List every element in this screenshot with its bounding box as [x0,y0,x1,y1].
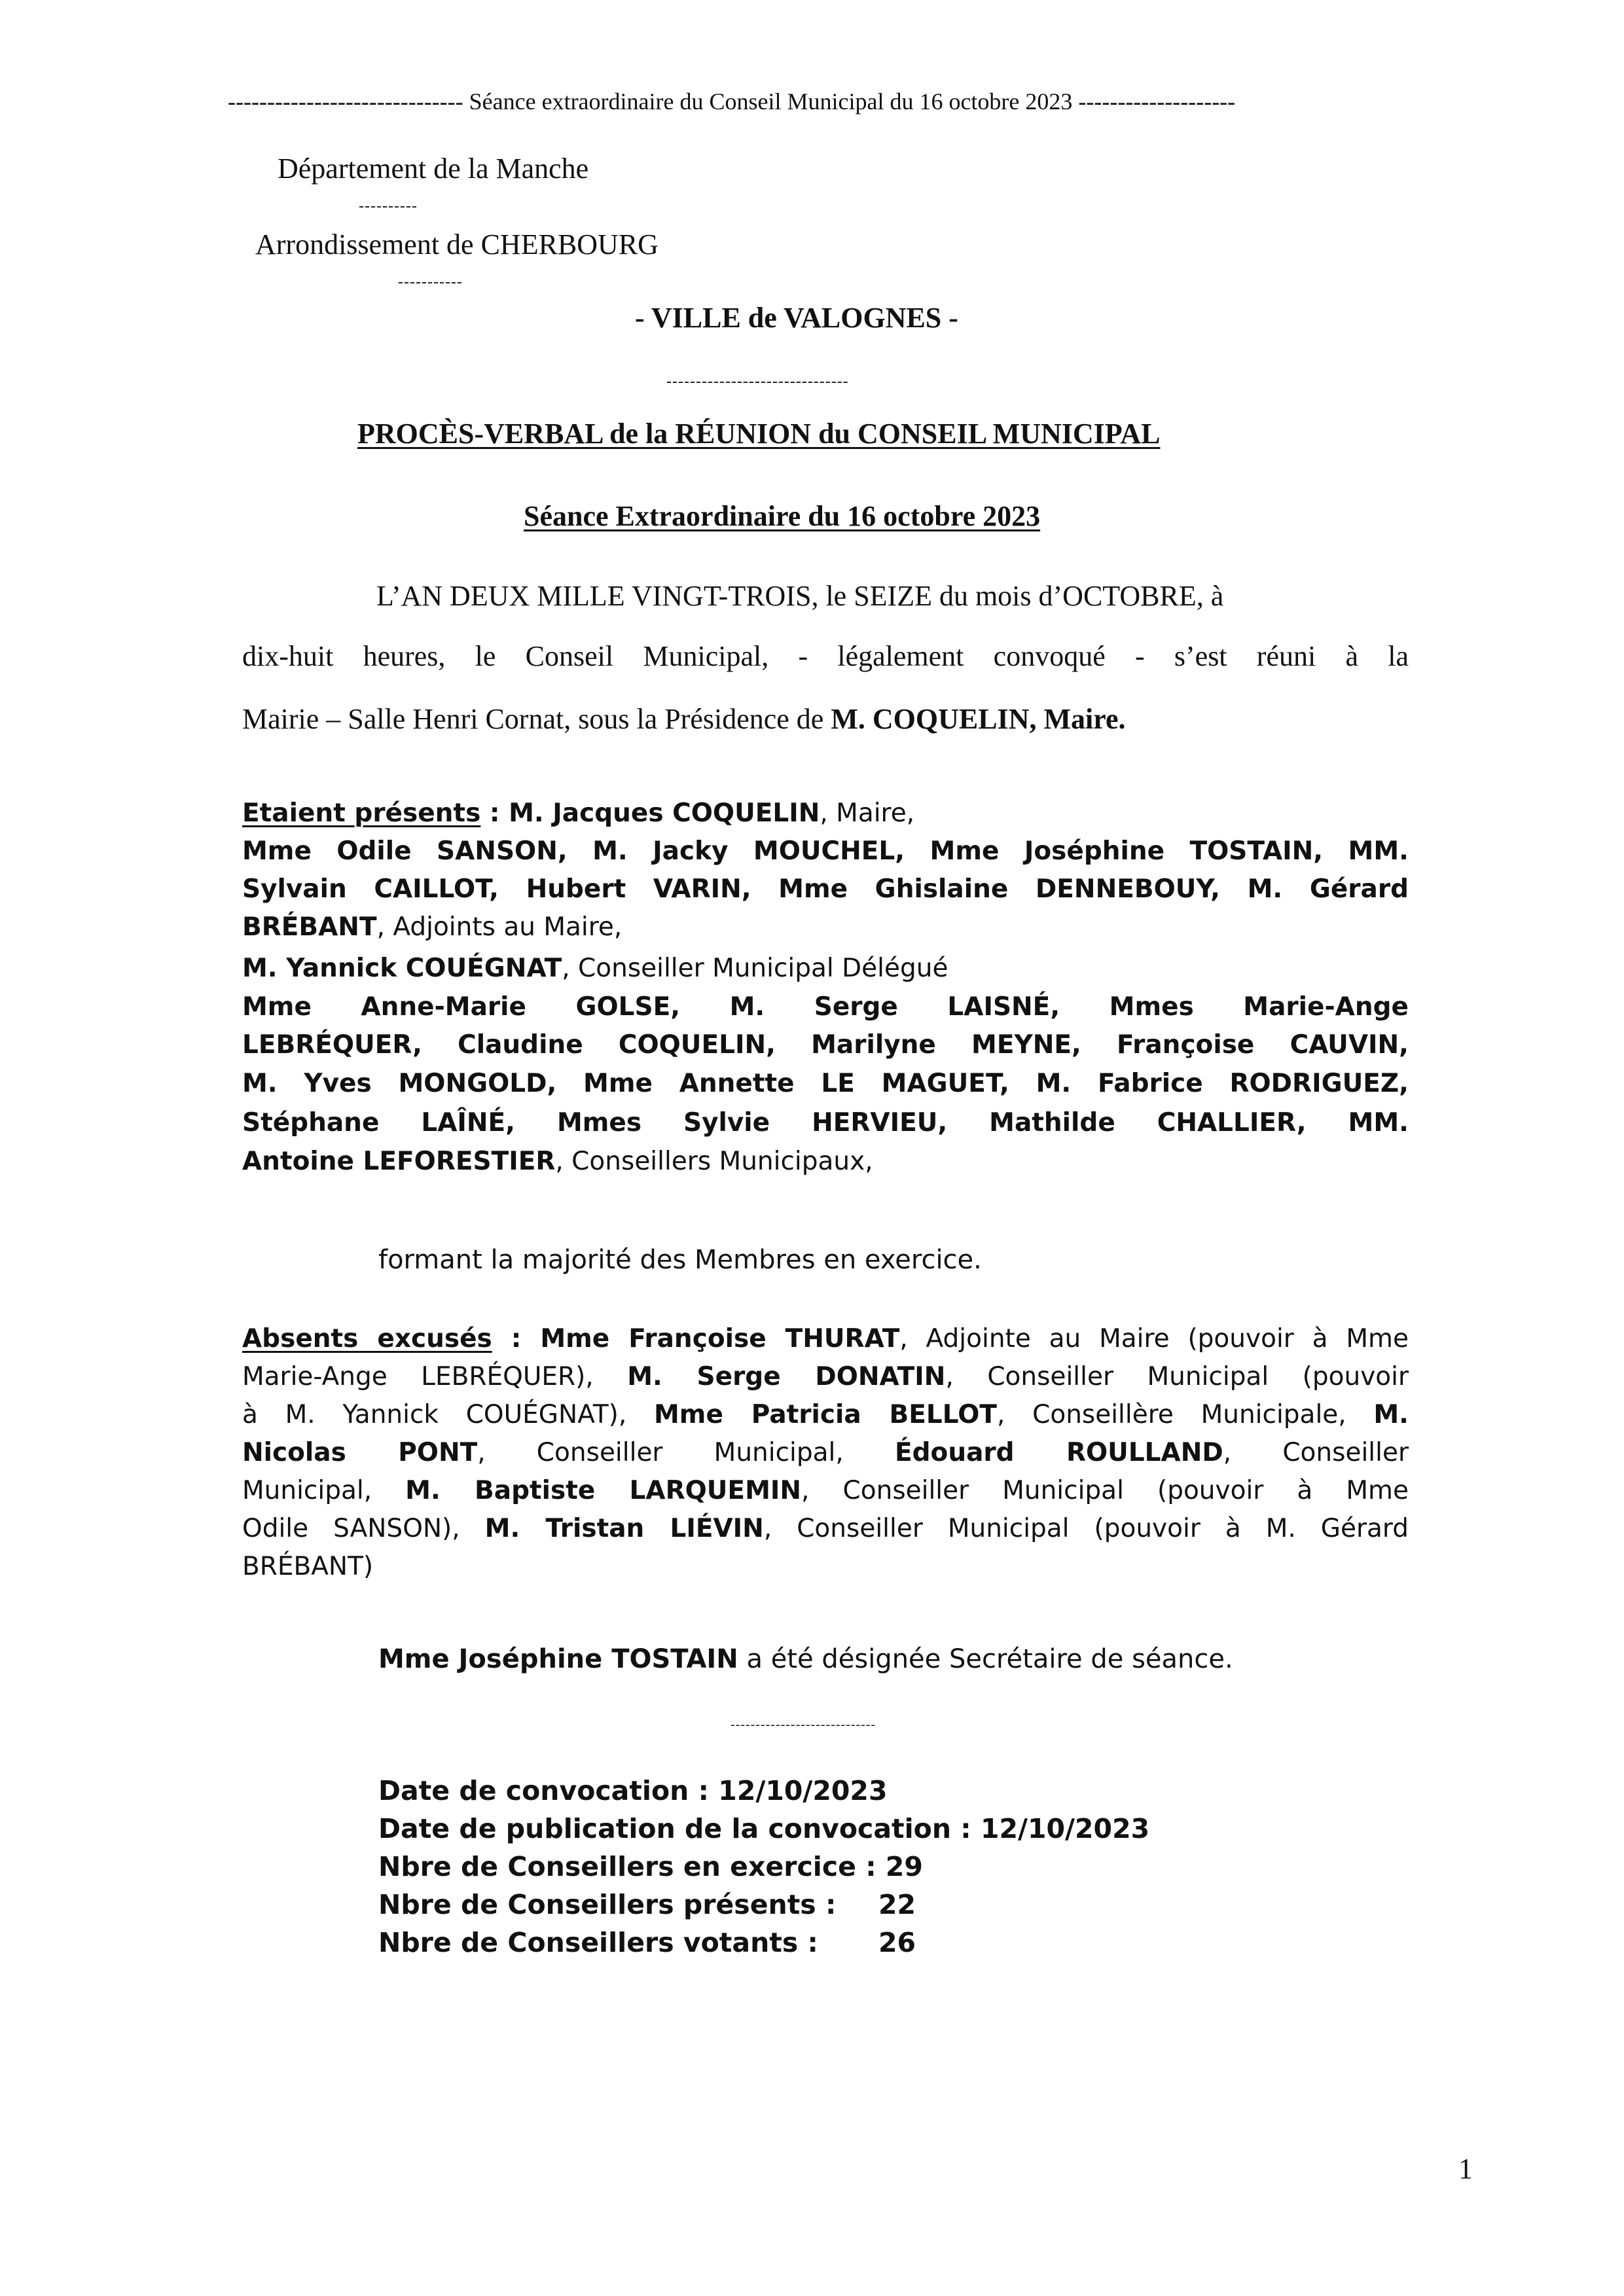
stat-publication [378,1813,1149,1844]
member-name: Mme Patricia BELLOT [654,1400,997,1429]
member-name: Antoine LEFORESTIER [242,1147,556,1176]
member-role: Municipal, [242,1476,406,1505]
present-colon: : [480,798,509,828]
arrondissement-name: Arrondissement de CHERBOURG [255,228,659,260]
session-title: Séance Extraordinaire du 16 octobre 2023 [524,500,1041,532]
member-name: Nicolas PONT [242,1438,478,1467]
stat-value: 29 [885,1851,923,1882]
proxy-text: BRÉBANT) [242,1552,374,1581]
member-name: Mme Françoise THURAT [540,1324,900,1354]
absent-colon: : [492,1324,541,1354]
present-line [242,954,1409,983]
stat-votants-label: Nbre de Conseillers votants : [378,1927,818,1958]
member-name: BRÉBANT [242,912,377,942]
member-name: M. Serge DONATIN [627,1362,946,1391]
member-name: M. [1373,1400,1409,1429]
stat-presents-label: Nbre de Conseillers présents : [378,1889,837,1920]
department-name: Département de la Manche [278,152,589,185]
absent-line [242,1438,1409,1467]
present-line: Sylvain CAILLOT, Hubert VARIN, Mme Ghislaine DENNEBOUY, M. Gérard [242,874,1409,904]
member-name: M. Tristan LIÉVIN [484,1514,764,1543]
member-role: , Conseiller Municipal (pouvoir [945,1362,1409,1391]
stat-value: 12/10/2023 [718,1775,888,1806]
proxy-text: à M. Yannick COUÉGNAT), [242,1400,654,1429]
city-name: - VILLE de VALOGNES - [635,302,958,334]
member-role: , Maire, [820,798,915,828]
member-name: M. Yannick COUÉGNAT [242,954,562,983]
present-line: M. Yves MONGOLD, Mme Annette LE MAGUET, M. Fabrice RODRIGUEZ, [242,1069,1409,1098]
stat-presents-value: 22 [878,1889,916,1920]
stat-value: 12/10/2023 [980,1813,1150,1844]
separator-dashes: ----------- [398,274,463,291]
member-role: , Conseiller Municipal (pouvoir à Mme [801,1476,1409,1505]
intro-line [242,702,1125,736]
member-role: , Conseiller Municipal (pouvoir à M. Gérard [763,1514,1409,1543]
present-label: Etaient présents [242,798,481,828]
separator-dashes: ---------- [359,198,418,215]
absent-line [242,1362,1409,1391]
present-line [242,798,1409,828]
absent-line [242,1476,1409,1505]
intro-line: dix-huit heures, le Conseil Municipal, - légalement convoqué - s’est réuni à la [242,640,1409,672]
present-line: Mme Anne-Marie GOLSE, M. Serge LAISNÉ, Mmes Marie-Ange [242,992,1409,1022]
stat-label: Date de convocation : [378,1775,719,1806]
absent-line [242,1400,1409,1429]
majority-statement: formant la majorité des Membres en exercice. [378,1245,982,1275]
separator-dashes: ------------------------------- [666,373,849,390]
running-header: ------------------------------ Séance extraordinaire du Conseil Municipal du 16 octobre 2023 -------------------- [228,88,1236,115]
member-role: , Adjoints au Maire, [376,912,623,942]
mayor-name: M. COQUELIN, Maire. [831,703,1126,735]
member-name: M. Jacques COQUELIN [509,798,820,828]
member-role: , Conseiller [1223,1438,1409,1467]
proxy-text: Marie-Ange LEBRÉQUER), [242,1362,628,1391]
present-line: Mme Odile SANSON, M. Jacky MOUCHEL, Mme Joséphine TOSTAIN, MM. [242,836,1409,866]
secretary-text: a été désignée Secrétaire de séance. [738,1644,1233,1674]
intro-text: Mairie – Salle Henri Cornat, sous la Présidence de [242,703,831,735]
document-title: PROCÈS-VERBAL de la RÉUNION du CONSEIL MUNICIPAL [357,418,1161,450]
absent-label: Absents excusés [242,1324,492,1354]
member-role: , Conseiller Municipal Délégué [562,954,948,983]
stat-label: Nbre de Conseillers en exercice : [378,1851,886,1882]
page-number: 1 [1458,2153,1473,2185]
intro-line: L’AN DEUX MILLE VINGT-TROIS, le SEIZE du mois d’OCTOBRE, à [376,580,1224,612]
proxy-text: Odile SANSON), [242,1514,485,1543]
present-line [242,912,1409,942]
stat-label: Date de publication de la convocation : [378,1813,981,1844]
present-line: LEBRÉQUER, Claudine COQUELIN, Marilyne MEYNE, Françoise CAUVIN, [242,1030,1409,1060]
absent-line [242,1324,1409,1354]
absent-line [242,1514,1409,1543]
member-name: Édouard ROULLAND [894,1438,1223,1467]
stat-convocation [378,1775,887,1806]
stat-exercice [378,1851,923,1882]
stat-votants-value: 26 [878,1927,916,1958]
secretary-name: Mme Joséphine TOSTAIN [378,1644,738,1674]
present-line: Stéphane LAÎNÉ, Mmes Sylvie HERVIEU, Mathilde CHALLIER, MM. [242,1108,1409,1138]
separator-dashes: ----------------------------- [731,1717,876,1732]
member-role: , Conseillers Municipaux, [555,1147,873,1176]
member-role: , Adjointe au Maire (pouvoir à Mme [899,1324,1409,1354]
present-line [242,1147,1409,1176]
member-role: , Conseillère Municipale, [997,1400,1374,1429]
member-name: M. Baptiste LARQUEMIN [405,1476,802,1505]
secretary-statement [378,1644,1233,1674]
member-role: , Conseiller Municipal, [477,1438,895,1467]
absent-line [242,1552,1409,1581]
